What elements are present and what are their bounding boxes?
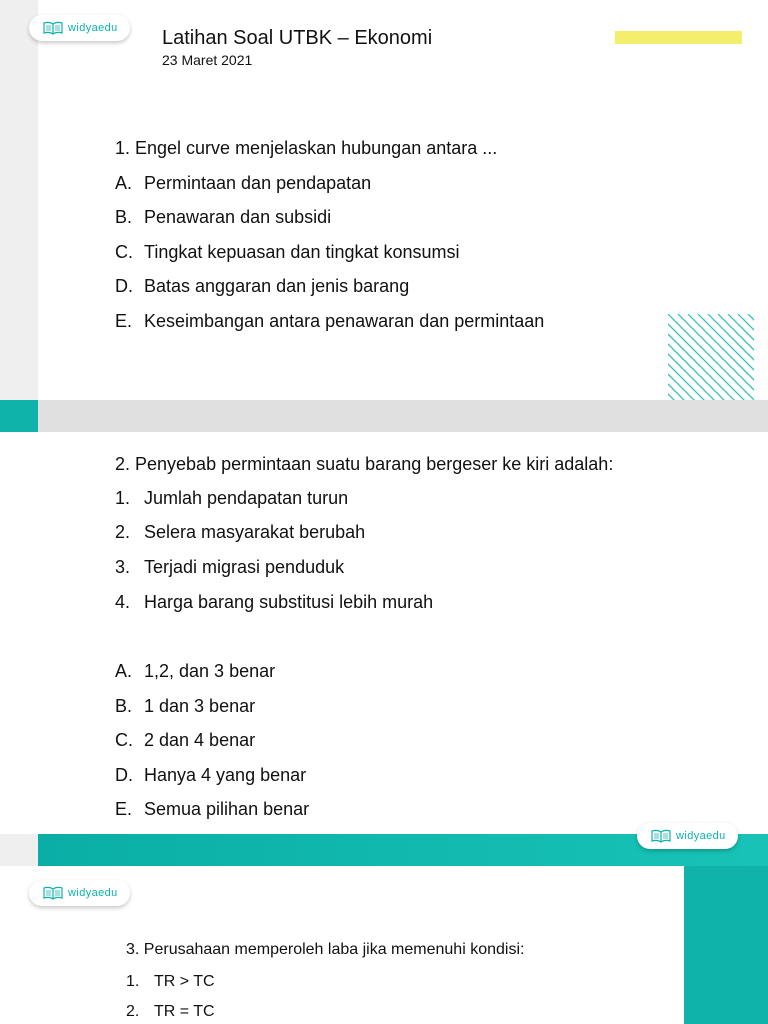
question-1: 1. Engel curve menjelaskan hubungan antara ...: [115, 138, 498, 158]
q1-option-e[interactable]: [115, 311, 544, 332]
grey-divider-band: [38, 400, 768, 432]
q1-option-d[interactable]: [115, 276, 409, 297]
q2-option-e[interactable]: [115, 799, 309, 820]
q1-option-a[interactable]: [115, 173, 371, 194]
q2-option-d[interactable]: [115, 765, 306, 786]
statement-text: Selera masyarakat berubah: [144, 522, 366, 542]
left-grey-footer-block: [0, 834, 38, 866]
q2-statement-4: [115, 592, 433, 613]
statement-key: 4.: [115, 592, 131, 612]
book-icon: [43, 886, 63, 900]
q1-option-c[interactable]: [115, 242, 460, 263]
option-key: B.: [115, 207, 133, 227]
q2-option-a[interactable]: [115, 661, 275, 682]
widyaedu-logo: [29, 15, 130, 41]
slide-1: [0, 0, 768, 400]
question-3: 3. Perusahaan memperoleh laba jika memenuhi kondisi:: [126, 941, 525, 958]
option-text: 1 dan 3 benar: [144, 696, 256, 716]
teal-accent-block: [0, 400, 38, 432]
page-title: Latihan Soal UTBK – Ekonomi: [162, 27, 433, 49]
option-text: Permintaan dan pendapatan: [144, 173, 372, 193]
page-date: 23 Maret 2021: [162, 52, 253, 68]
widyaedu-logo: [29, 880, 130, 906]
logo-text: widyaedu: [68, 22, 118, 34]
option-text: Semua pilihan benar: [144, 799, 310, 819]
left-strip: [0, 0, 38, 400]
statement-key: 2.: [126, 1003, 140, 1020]
diagonal-hatch-decoration: [668, 314, 754, 400]
statement-key: 2.: [115, 522, 131, 542]
q3-statement-2: [126, 1003, 215, 1021]
statement-text: TR = TC: [154, 1003, 215, 1020]
book-icon: [43, 21, 63, 35]
option-key: E.: [115, 799, 133, 819]
option-text: Tingkat kepuasan dan tingkat konsumsi: [144, 242, 460, 262]
option-text: 2 dan 4 benar: [144, 730, 256, 750]
teal-right-block: [684, 866, 768, 1024]
statement-key: 1.: [126, 973, 140, 990]
q2-option-c[interactable]: [115, 730, 255, 751]
slide-3: [0, 866, 768, 1024]
widyaedu-logo-footer: [637, 823, 738, 849]
highlight-bar: [615, 31, 742, 44]
q2-statement-2: [115, 522, 365, 543]
option-text: Hanya 4 yang benar: [144, 765, 307, 785]
q1-option-b[interactable]: [115, 207, 331, 228]
statement-text: Terjadi migrasi penduduk: [144, 557, 345, 577]
statement-key: 3.: [115, 557, 131, 577]
option-text: 1,2, dan 3 benar: [144, 661, 276, 681]
option-key: D.: [115, 765, 133, 785]
q3-statement-1: [126, 973, 215, 991]
q2-option-b[interactable]: [115, 696, 255, 717]
option-key: A.: [115, 173, 133, 193]
option-key: E.: [115, 311, 133, 331]
statement-text: Harga barang substitusi lebih murah: [144, 592, 434, 612]
q2-statement-3: [115, 557, 344, 578]
option-key: C.: [115, 730, 133, 750]
statement-key: 1.: [115, 488, 131, 508]
slide-2: [0, 400, 768, 866]
option-text: Batas anggaran dan jenis barang: [144, 276, 410, 296]
statement-text: Jumlah pendapatan turun: [144, 488, 349, 508]
option-text: Keseimbangan antara penawaran dan permintaan: [144, 311, 545, 331]
q2-statement-1: [115, 488, 348, 509]
option-key: C.: [115, 242, 133, 262]
statement-text: TR > TC: [154, 973, 215, 990]
logo-text: widyaedu: [68, 887, 118, 899]
option-text: Penawaran dan subsidi: [144, 207, 332, 227]
option-key: D.: [115, 276, 133, 296]
book-icon: [651, 829, 671, 843]
option-key: B.: [115, 696, 133, 716]
logo-text: widyaedu: [676, 830, 726, 842]
option-key: A.: [115, 661, 133, 681]
question-2: 2. Penyebab permintaan suatu barang bergeser ke kiri adalah:: [115, 454, 614, 474]
